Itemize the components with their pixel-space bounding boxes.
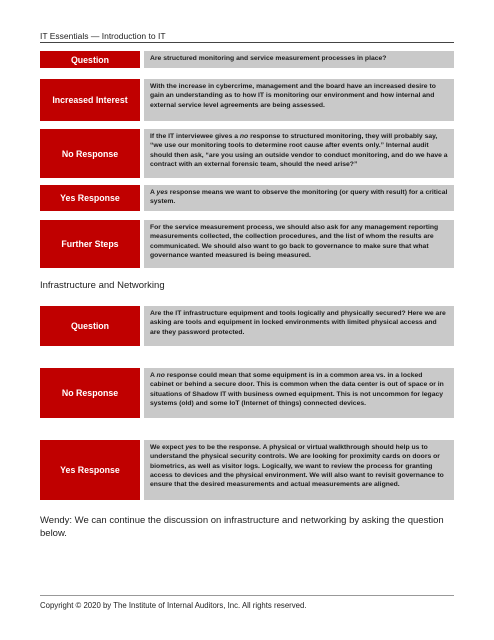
wendy-paragraph: Wendy: We can continue the discussion on infrastructure and networking by asking the question below.: [40, 515, 444, 539]
section-title: Infrastructure and Networking: [40, 280, 165, 291]
row-text: With the increase in cybercrime, management and the board have an increased desire to gain an understanding as to how IT is monitoring our environment and how internal and external service level agreements are being assessed.: [144, 79, 454, 121]
row-text: If the IT interviewee gives a no response to structured monitoring, they will probably say, “we use our monitoring tools to determine root cause after events only.” Internal audit should then ask, “are you using an outside vendor to conduct monitoring, and do we have a contract with an external forensic team, should the need arise?”: [144, 129, 454, 178]
row-label: Further Steps: [40, 220, 140, 268]
footer-copyright: Copyright © 2020 by The Institute of Internal Auditors, Inc. All rights reserved.: [40, 601, 307, 610]
table1-row-no-response: [40, 129, 454, 178]
row-text: For the service measurement process, we should also ask for any management reporting measurements collected, the collection procedures, and the list of whom the results are communicated. We should also want to go back to governance to make sure that what governance wanted measured is being measured.: [144, 220, 454, 268]
running-header: IT Essentials — Introduction to IT: [40, 31, 166, 41]
table1-row-increased-interest: [40, 79, 454, 121]
table1-row-further-steps: [40, 220, 454, 268]
row-label: Yes Response: [40, 185, 140, 211]
row-label: Increased Interest: [40, 79, 140, 121]
row-label: Yes Response: [40, 440, 140, 500]
table2-row-no-response: [40, 368, 454, 418]
row-text: A no response could mean that some equipment is in a common area vs. in a locked cabinet or behind a secure door. This is common when the data center is out of space or in situations of Shadow IT with business owned equipment. This is not uncommon for legacy systems (old) and some IoT (Internet of things) connected devices.: [144, 368, 454, 418]
table1-row-yes-response: [40, 185, 454, 211]
row-label: No Response: [40, 368, 140, 418]
footer-rule: [40, 595, 454, 596]
row-text: We expect yes to be the response. A physical or virtual walkthrough should help us to understand the physical security controls. We are looking for proximity cards on doors or biometrics, as well as visitor logs. Logically, we want to review the process for granting access to devices and the physical environment. We will also want to revisit governance to ensure that the desired measurements and actual measurements are aligned.: [144, 440, 454, 500]
row-text: A yes response means we want to observe the monitoring (or query with result) for a critical system.: [144, 185, 454, 211]
table2-row-question: [40, 306, 454, 346]
row-text: Are the IT infrastructure equipment and tools logically and physically secured? Here we are asking are tools and equipment in locked environments with limited physical access and are they password protected.: [144, 306, 454, 346]
row-text: Are structured monitoring and service measurement processes in place?: [144, 51, 454, 68]
row-label: Question: [40, 51, 140, 68]
row-label: Question: [40, 306, 140, 346]
table2-row-yes-response: [40, 440, 454, 500]
header-rule: [40, 42, 454, 43]
row-label: No Response: [40, 129, 140, 178]
table1-row-question: [40, 51, 454, 68]
